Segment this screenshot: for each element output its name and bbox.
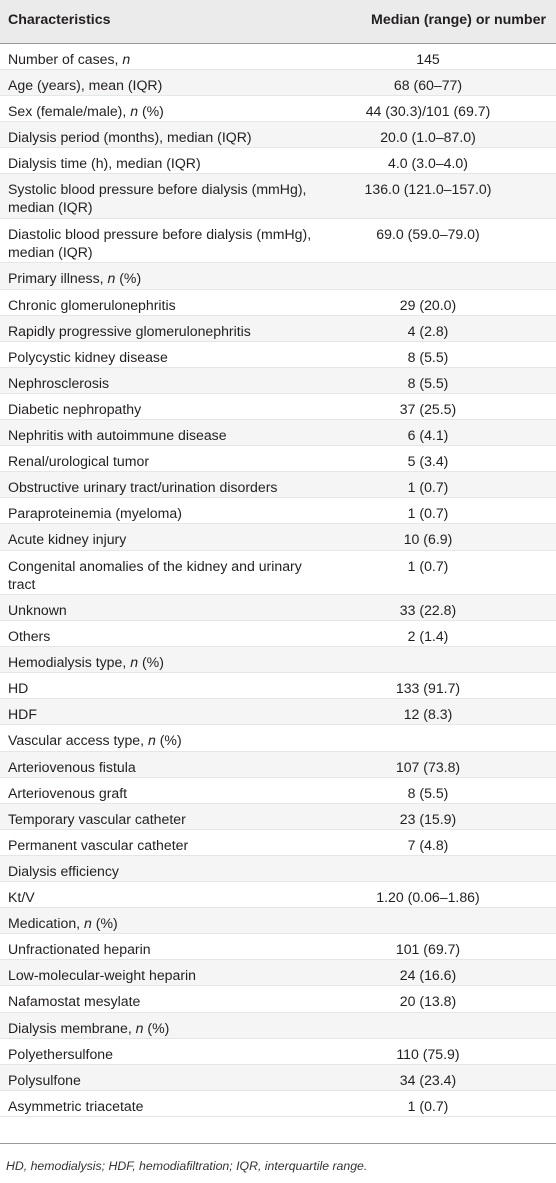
row-label-tail: (%) — [138, 654, 164, 671]
table-row — [0, 647, 556, 673]
row-label — [8, 653, 308, 671]
row-value: 1 (0.7) — [407, 1097, 449, 1114]
row-label-text: Others — [8, 628, 51, 645]
row-value: 69.0 (59.0–79.0) — [376, 225, 480, 242]
table-row — [0, 524, 556, 550]
row-label-text: Nephrosclerosis — [8, 374, 110, 391]
table-row — [0, 420, 556, 446]
table-row — [0, 725, 556, 751]
row-value: 34 (23.4) — [399, 1071, 457, 1088]
table-row — [0, 1065, 556, 1091]
table-row — [0, 960, 556, 986]
table-row — [0, 342, 556, 368]
row-value: 2 (1.4) — [407, 628, 449, 645]
row-label — [8, 557, 313, 593]
table-row — [0, 219, 556, 264]
row-value: 24 (16.6) — [399, 967, 457, 984]
row-label — [8, 992, 308, 1010]
row-label — [8, 348, 308, 366]
row-label-text: Low-molecular-weight heparin — [8, 967, 197, 984]
row-label — [8, 679, 308, 697]
row-label-tail: (%) — [91, 915, 118, 932]
row-label-text: Kt/V — [8, 889, 35, 906]
row-label — [8, 296, 308, 314]
header-median-range: Median (range) or number — [371, 12, 546, 28]
row-label-text: Age (years), mean (IQR) — [8, 77, 163, 94]
row-label-tail: (%) — [143, 1019, 170, 1036]
row-value: 101 (69.7) — [395, 941, 461, 958]
row-value: 68 (60–77) — [393, 77, 463, 94]
row-label — [8, 705, 308, 723]
row-value: 4 (2.8) — [407, 322, 449, 339]
row-label — [8, 1097, 308, 1115]
table-row — [0, 96, 556, 122]
row-value: 1 (0.7) — [407, 557, 449, 574]
row-label-text: Dialysis membrane, — [8, 1019, 136, 1036]
row-label-tail: (%) — [138, 103, 164, 120]
row-label-tail: (%) — [115, 270, 142, 287]
table-row — [0, 1039, 556, 1065]
table-row — [0, 673, 556, 699]
row-label-text: HDF — [8, 706, 37, 723]
row-label — [8, 374, 308, 392]
row-label — [8, 50, 308, 68]
row-label-text: Systolic blood pressure before dialysis (mmHg), median (IQR) — [8, 181, 307, 216]
row-label-text: Dialysis period (months), median (IQR) — [8, 129, 252, 146]
table-row — [0, 778, 556, 804]
row-label — [8, 322, 308, 340]
row-label — [8, 180, 313, 216]
row-label-text: Hemodialysis type, — [8, 654, 131, 671]
table-row — [0, 752, 556, 778]
row-label — [8, 966, 308, 984]
row-label-text: Asymmetric triacetate — [8, 1097, 144, 1114]
row-label — [8, 530, 308, 548]
row-label-italic: n — [122, 51, 131, 67]
row-label — [8, 731, 308, 749]
table-row — [0, 621, 556, 647]
row-label-text: Sex (female/male), — [8, 103, 131, 120]
row-value: 10 (6.9) — [403, 531, 453, 548]
row-value: 8 (5.5) — [407, 784, 449, 801]
row-label-text: Dialysis efficiency — [8, 862, 119, 879]
row-label-text: Temporary vascular catheter — [8, 810, 186, 827]
table-row — [0, 446, 556, 472]
table-row — [0, 804, 556, 830]
row-label-italic: n — [130, 103, 139, 120]
table-row — [0, 316, 556, 342]
row-label — [8, 452, 308, 470]
row-label — [8, 784, 308, 802]
row-label — [8, 1045, 308, 1063]
table-row — [0, 1013, 556, 1039]
row-label — [8, 914, 308, 932]
row-label-text: Renal/urological tumor — [8, 453, 150, 470]
row-label-text: Dialysis time (h), median (IQR) — [8, 155, 201, 172]
row-label-tail: (%) — [155, 732, 182, 749]
row-label — [8, 154, 308, 172]
row-label — [8, 810, 308, 828]
table-row — [0, 986, 556, 1012]
row-label — [8, 1019, 308, 1037]
row-label-italic: n — [130, 654, 139, 671]
row-label — [8, 627, 308, 645]
header-characteristics: Characteristics — [8, 12, 111, 28]
row-label-italic: n — [84, 915, 92, 932]
row-label — [8, 128, 308, 146]
row-value: 20.0 (1.0–87.0) — [380, 129, 476, 146]
table-row — [0, 1091, 556, 1117]
row-label-text: Obstructive urinary tract/urination disorders — [8, 479, 278, 496]
row-label-italic: n — [107, 270, 116, 287]
row-label — [8, 426, 308, 444]
row-label — [8, 76, 308, 94]
row-label — [8, 504, 308, 522]
row-label-text: Diastolic blood pressure before dialysis (mmHg), median (IQR) — [8, 225, 312, 260]
row-value: 7 (4.8) — [407, 836, 449, 853]
row-label-text: Nephritis with autoimmune disease — [8, 427, 227, 444]
row-label — [8, 888, 308, 906]
row-label-text: Arteriovenous fistula — [8, 758, 136, 775]
row-label-text: Chronic glomerulonephritis — [8, 296, 176, 313]
row-label-text: Unknown — [8, 602, 67, 618]
table-row — [0, 70, 556, 96]
row-value: 12 (8.3) — [403, 706, 453, 723]
row-label — [8, 1071, 308, 1089]
table-row — [0, 882, 556, 908]
row-label-text: Rapidly progressive glomerulonephritis — [8, 322, 251, 339]
row-value: 8 (5.5) — [407, 374, 449, 391]
row-label-text: Arteriovenous graft — [8, 784, 128, 801]
row-label-italic: n — [147, 732, 156, 749]
table-row — [0, 699, 556, 725]
table-row — [0, 551, 556, 596]
table-row — [0, 498, 556, 524]
row-value: 20 (13.8) — [399, 993, 457, 1010]
row-label-text: Primary illness, — [8, 270, 108, 287]
row-value: 4.0 (3.0–4.0) — [388, 155, 468, 172]
table-row — [0, 394, 556, 420]
row-value: 1 (0.7) — [407, 479, 449, 496]
table-footnote: HD, hemodialysis; HDF, hemodiafiltration; IQR, interquartile range. — [6, 1159, 368, 1173]
row-value: 1 (0.7) — [407, 505, 449, 522]
table-row — [0, 44, 556, 70]
table-row — [0, 595, 556, 621]
table-row — [0, 856, 556, 882]
row-value: 33 (22.8) — [399, 602, 457, 618]
table-row — [0, 472, 556, 498]
row-label — [8, 601, 308, 619]
row-label-text: Paraproteinemia (myeloma) — [8, 505, 182, 522]
row-label-text: Polycystic kidney disease — [8, 348, 168, 365]
table-row — [0, 830, 556, 856]
table-row — [0, 174, 556, 219]
table-row — [0, 934, 556, 960]
row-label-text: Medication, — [8, 915, 84, 932]
row-label — [8, 269, 308, 287]
row-label-text: Permanent vascular catheter — [8, 836, 189, 853]
row-label — [8, 940, 308, 958]
row-value: 107 (73.8) — [395, 758, 461, 775]
row-label — [8, 478, 308, 496]
table-bottom-rule — [0, 1143, 556, 1144]
row-value: 5 (3.4) — [407, 453, 449, 470]
row-value: 29 (20.0) — [399, 296, 457, 313]
row-value: 133 (91.7) — [395, 680, 461, 697]
table-row — [0, 290, 556, 316]
row-label — [8, 758, 308, 776]
row-label-text: Polyethersulfone — [8, 1045, 113, 1062]
row-value: 145 — [416, 51, 440, 67]
table-row — [0, 263, 556, 289]
row-label — [8, 102, 308, 120]
table-row — [0, 122, 556, 148]
row-value: 8 (5.5) — [407, 348, 449, 365]
row-value: 23 (15.9) — [399, 810, 457, 827]
row-label-text: Diabetic nephropathy — [8, 400, 142, 417]
row-label-italic: n — [135, 1019, 144, 1036]
row-label-text: Polysulfone — [8, 1071, 81, 1088]
row-label-text: Acute kidney injury — [8, 531, 127, 548]
table-row — [0, 908, 556, 934]
table-row — [0, 148, 556, 174]
table-header — [0, 0, 556, 44]
row-value: 37 (25.5) — [399, 400, 457, 417]
row-label — [8, 862, 308, 880]
row-value: 1.20 (0.06–1.86) — [376, 889, 480, 906]
row-label-text: Congenital anomalies of the kidney and urinary tract — [8, 557, 302, 592]
row-value: 110 (75.9) — [396, 1045, 460, 1062]
table-body — [0, 44, 556, 1117]
row-value: 44 (30.3)/101 (69.7) — [365, 103, 491, 120]
table-row — [0, 368, 556, 394]
row-label-text: HD — [8, 680, 29, 697]
row-label-text: Nafamostat mesylate — [8, 993, 141, 1010]
row-label-text: Number of cases, — [8, 51, 123, 67]
row-value: 6 (4.1) — [407, 427, 449, 444]
row-label-text: Vascular access type, — [8, 732, 148, 749]
row-label — [8, 400, 308, 418]
row-label — [8, 225, 313, 261]
row-label — [8, 836, 308, 854]
row-label-text: Unfractionated heparin — [8, 941, 151, 958]
row-value: 136.0 (121.0–157.0) — [364, 181, 492, 198]
